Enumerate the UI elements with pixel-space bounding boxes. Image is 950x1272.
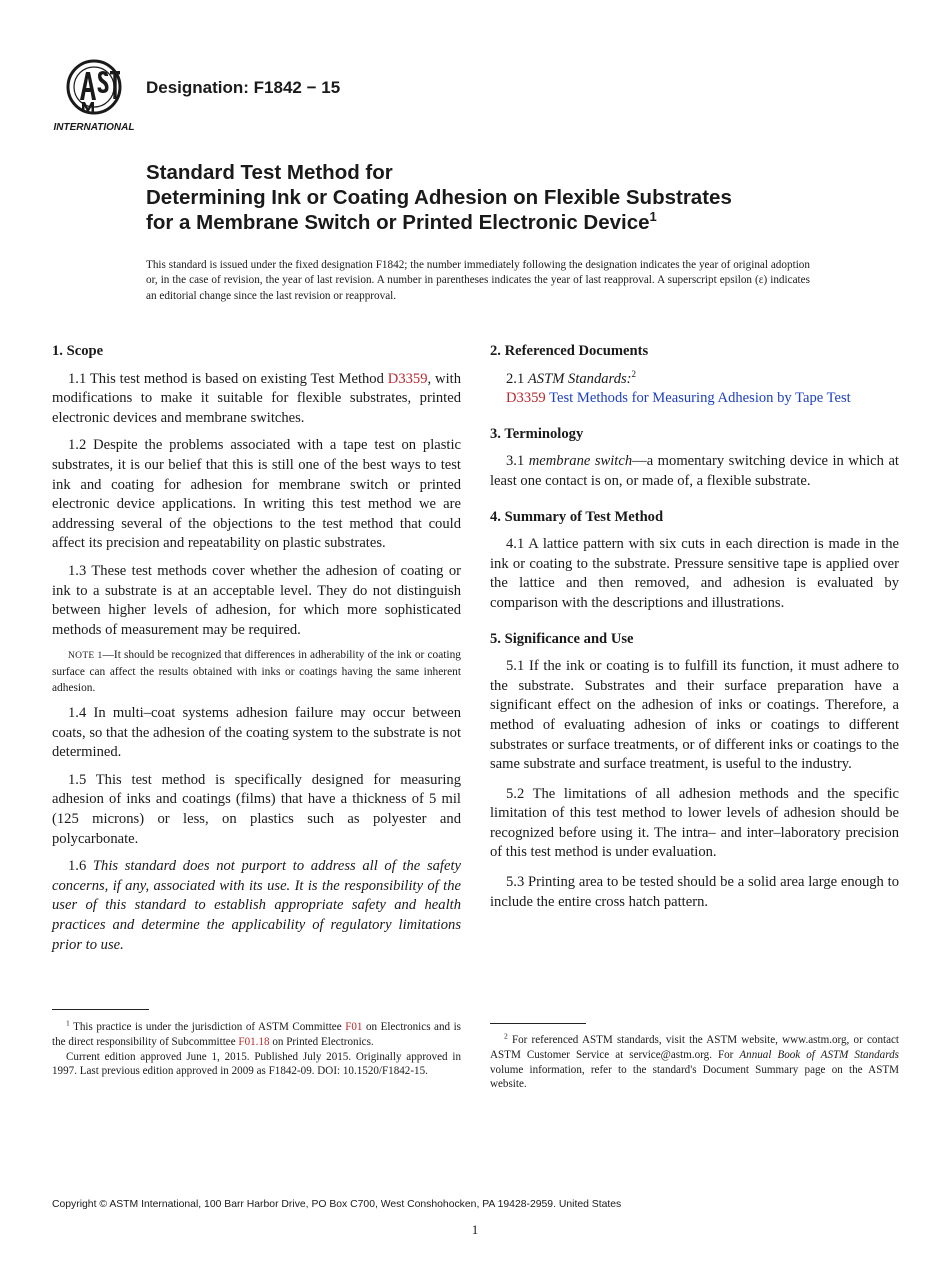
astm-logo-icon — [52, 56, 136, 134]
paragraph-1-6 — [52, 857, 461, 955]
designation: Designation: F1842 − 15 — [146, 78, 341, 97]
paragraph-number: 2.1 — [506, 370, 528, 387]
title-line-3 — [146, 210, 866, 235]
annual-book-title: Annual Book of ASTM Standards — [739, 1048, 899, 1061]
footnote-text: For referenced ASTM standards, visit the ASTM website, www.astm.org, or contact ASTM Customer Service at service@astm.org. For — [490, 1034, 899, 1061]
paragraph-number: 1.6 — [68, 858, 93, 875]
note-label: NOTE 1 — [68, 651, 103, 662]
note-1 — [52, 648, 461, 696]
page-title — [146, 160, 866, 235]
section-heading-summary: 4. Summary of Test Method — [490, 508, 664, 525]
logo-text: INTERNATIONAL — [53, 122, 135, 133]
footnote-2-marker: 2 — [504, 1031, 508, 1041]
reference-link-d3359[interactable]: D3359 — [506, 390, 546, 407]
note-text: —It should be recognized that differences in adherability of the ink or coating surface can affect the results obtained with inks or coatings having the same inherent adhesion. — [52, 649, 461, 694]
paragraph-text: , with modifications to make it suitable for flexible substrates, printed electronic devices and membrane switches. — [52, 370, 461, 426]
footnote-divider-left — [52, 1009, 149, 1010]
title-line-2: Determining Ink or Coating Adhesion on Flexible Substrates — [146, 186, 732, 209]
reference-title-link[interactable]: Test Methods for Measuring Adhesion by Tape Test — [545, 390, 851, 407]
paragraph-2-1 — [490, 370, 899, 390]
paragraph-1-5: 1.5 This test method is specifically designed for measuring adhesion of inks and coatings (films) that have a thickness of 5 mil (125 microns) or less, on plastics such as polyester and polycarbonate. — [52, 771, 461, 847]
paragraph-4-1: 4.1 A lattice pattern with six cuts in each direction is made in the ink or coating to the substrate. Pressure sensitive tape is applied over the lattice and then removed, and adhesion is evaluated by comparison with the descriptions and illustrations. — [490, 536, 899, 611]
paragraph-5-3: 5.3 Printing area to be tested should be a solid area large enough to include the entire cross hatch pattern. — [490, 874, 899, 910]
footnote-1 — [52, 1020, 461, 1079]
paragraph-1-3: 1.3 These test methods cover whether the adhesion of coating or ink to a substrate is at an acceptable level. They do not distinguish between higher levels of adhesion, for which more sophisticated methods of measurement may be required. — [52, 562, 461, 638]
paragraph-5-1: 5.1 If the ink or coating is to fulfill its function, it must adhere to the substrate. Substrates and their surface preparation have a significant effect on the adhesion of inks or coatings. Therefore, a method of evaluating adhesion of inks or coatings to different substrates or surface treatments, or of different inks or coatings to the same substrate and surface treatment, is useful to the industry. — [490, 658, 899, 773]
right-column — [490, 342, 899, 920]
footnote-text: volume information, refer to the standard's Document Summary page on the ASTM website. — [490, 1063, 899, 1091]
left-column — [52, 342, 461, 963]
footnote-text: on Electronics and is the direct responsibility of Subcommittee — [52, 1021, 461, 1048]
page-number: 1 — [471, 1222, 479, 1237]
section-heading-terminology: 3. Terminology — [490, 425, 584, 442]
footnote-marker-2: 2 — [631, 368, 637, 379]
paragraph-5-2: 5.2 The limitations of all adhesion methods and the specific limitation of this test method to lower levels of adhesion should be recognized before using it. The intra– and inter–laboratory precision of this test method is under evaluation. — [490, 785, 899, 861]
copyright-notice: Copyright © ASTM International, 100 Barr Harbor Drive, PO Box C700, West Conshohocken, PA 19428-2959. United States — [52, 1199, 622, 1210]
paragraph-1-2: 1.2 Despite the problems associated with a tape test on plastic substrates, it is our belief that this is still one of the best ways to test ink and coating for adhesion for membrane switch or printed electronic device applications. In writing this test method we are addressing several of the objections to the test method that could affect its precision and repeatability on plastic substrates. — [52, 437, 461, 552]
title-footnote-marker: 1 — [649, 209, 657, 225]
footnote-divider-right — [490, 1023, 586, 1024]
intro-paragraph: This standard is issued under the fixed designation F1842; the number immediately following the designation indicates the year of original adoption or, in the case of revision, the year of last revision. A number in parentheses indicates the year of last reapproval. A superscript epsilon (ε) indicates an editorial change since the last revision or reapproval. — [146, 259, 810, 302]
paragraph-3-1 — [490, 452, 899, 491]
safety-statement: This standard does not purport to address all of the safety concerns, if any, associated with its use. It is the responsibility of the user of this standard to establish appropriate safety and health practices and determine the applicability of regulatory limitations prior to use. — [52, 858, 461, 953]
footnote-1-paragraph — [52, 1020, 461, 1050]
paragraph-number: 3.1 — [506, 453, 529, 470]
footnote-text: This practice is under the jurisdiction of ASTM Committee — [69, 1021, 346, 1033]
paragraph-1-1 — [52, 370, 461, 429]
footnote-2 — [490, 1033, 899, 1092]
paragraph-text: 1.1 This test method is based on existing Test Method — [68, 370, 388, 387]
astm-logo — [52, 56, 136, 134]
title-line-3-text: for a Membrane Switch or Printed Electronic Device — [146, 211, 650, 234]
footnote-2-paragraph — [490, 1033, 899, 1092]
committee-link-f01[interactable]: F01 — [345, 1021, 363, 1033]
section-heading-referenced-documents: 2. Referenced Documents — [490, 343, 649, 359]
paragraph-1-4: 1.4 In multi–coat systems adhesion failure may occur between coats, so that the adhesion of the coating system to the substrate is not determined. — [52, 705, 461, 761]
footnote-1-edition: Current edition approved June 1, 2015. Published July 2015. Originally approved in 1997. Last previous edition approved in 2009 as F1842-09. DOI: 10.1520/F1842-15. — [52, 1050, 461, 1078]
footnote-1-marker: 1 — [66, 1018, 70, 1028]
definition: —a momentary switching device in which at least one contact is on, or made of, a flexible substrate. — [490, 453, 899, 489]
section-heading-scope: 1. Scope — [52, 343, 104, 359]
astm-standards-label: ASTM Standards: — [527, 370, 632, 387]
term: membrane switch — [528, 453, 633, 470]
reference-link-d3359[interactable]: D3359 — [387, 370, 428, 387]
section-heading-significance: 5. Significance and Use — [490, 630, 634, 647]
referenced-standard — [490, 389, 899, 409]
subcommittee-link-f01-18[interactable]: F01.18 — [238, 1035, 270, 1048]
footnote-text: on Printed Electronics. — [269, 1035, 374, 1048]
title-line-1: Standard Test Method for — [146, 161, 393, 184]
